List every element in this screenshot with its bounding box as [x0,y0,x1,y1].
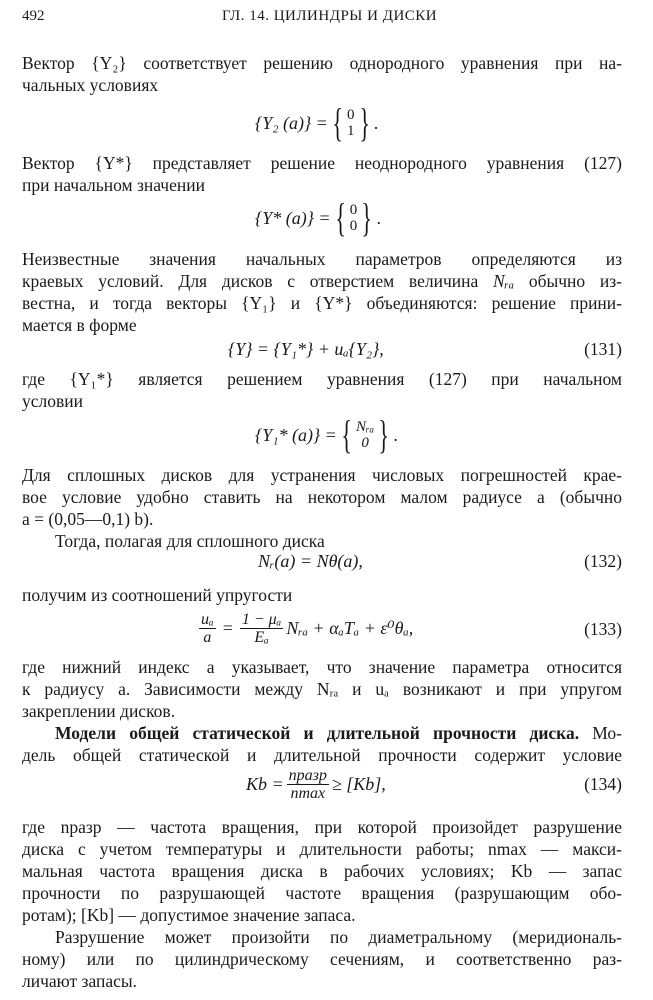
equation-lhs: {Y₂ (a)} = [255,113,328,133]
equation-134 [246,762,386,806]
equation-131: {Y} = {Y₁*} + uₐ{Y₂}, [228,339,384,359]
text-span: Мо- [579,723,622,743]
column-vector: { 0 1 } [332,100,370,145]
text-line: закреплении дисков. [22,701,176,721]
equals-sign: = [222,618,233,638]
running-title: ГЛ. 14. ЦИЛИНДРЫ И ДИСКИ [222,8,438,24]
equation-y1star: {Y₁* (a)} = { Nᵣₐ 0 } . [255,412,398,457]
text-line: вестна, и тогда векторы {Y₁} и {Y*} объединяются: решение прини- [22,293,622,313]
text-span: где {Y [22,369,91,389]
text-line: мается в форме [22,315,137,335]
text-line: чальных условиях [22,75,159,95]
fraction-denominator: nmax [290,784,326,802]
fraction-numerator: nразр [288,766,327,784]
equation-number: (134) [584,774,622,794]
text-line: ротам); [Kb] — допустимое значение запаса. [22,905,356,925]
text-span: краевых условий. Для дисков с отверстием величина [22,271,493,291]
text-line: прочности по разрушающей частоте вращения (разрушающим обо- [22,883,622,903]
text-line: мальная частота вращения диска в рабочих условиях; Kb — запас [22,861,622,881]
text-line: условии [22,391,83,411]
page-number: 492 [22,8,45,24]
vector-entry: Nᵣₐ [356,419,375,435]
text-line: Для сплошных дисков для устранения числовых погрешностей крае- [22,465,622,485]
math-symbol: Nᵣₐ [492,271,515,291]
text-line: где nразр — частота вращения, при которой произойдет разрушение [22,817,622,837]
equation-rest: ≥ [Kb], [331,774,386,794]
section-heading: Модели общей статической и длительной прочности диска. [55,723,580,743]
text-line: Вектор {Y*} представляет решение неоднородного уравнения (127) [22,153,622,173]
equation-lhs: {Y₁* (a)} = [255,425,337,445]
fraction-numerator: 1 − μₐ [241,610,282,628]
text-line: ному) или по цилиндрическому сечениям, и соответственно раз- [22,949,622,969]
vector-entry: 0 [349,218,358,234]
equation-rest: Nᵣₐ + αₐTₐ + ε⁰θₐ, [286,618,414,638]
text-line: Разрушение может произойти по диаметральному (меридиональ- [55,927,622,947]
text-line: диска с учетом температуры и длительности работы; nmax — макси- [22,839,622,859]
fraction [240,611,284,646]
equation-number: (131) [584,339,622,359]
vector-entry: 0 [347,107,355,123]
equation-lhs: {Y* (a)} = [255,208,331,228]
text-span: } является решением уравнения (127) при начальном [105,369,623,389]
text-span: обычно из- [514,271,622,291]
page-header [22,8,623,30]
text-line [22,270,622,292]
column-vector: { 0 0 } [334,195,373,240]
text-line: дель общей статической и длительной прочности содержит условие [22,745,622,765]
fraction [287,767,329,802]
text-line [55,722,622,744]
vector-entry: 0 [361,435,369,451]
fraction-denominator: Eₐ [254,628,269,646]
equation-lhs: Kb = [246,774,284,794]
text-line: a = (0,05—0,1) b). [22,509,154,529]
vector-entry: 0 [349,202,358,218]
text-line: получим из соотношений упругости [22,585,293,605]
text-line [22,368,622,390]
equation-number: (133) [584,619,622,639]
fraction-numerator: uₐ [201,610,214,628]
equation-132: Nᵣ(a) = Nθ(a), [258,551,363,571]
text-line: к радиусу a. Зависимости между Nᵣₐ и uₐ возникают и при упругом [22,679,622,699]
vector-entry: 1 [347,123,355,139]
column-vector: { Nᵣₐ 0 } [341,412,389,457]
equation-ystar: {Y* (a)} = { 0 0 } . [255,195,381,240]
text-line: личают запасы. [22,971,138,991]
text-line: Неизвестные значения начальных параметров определяются из [22,249,622,269]
fraction [199,611,216,646]
text-line: при начальном значении [22,175,205,195]
math-symbol: ₁* [90,369,106,389]
text-line: Тогда, полагая для сплошного диска [55,531,325,551]
equation-133 [196,606,413,650]
equation-number: (132) [584,551,622,571]
equation-y2: {Y₂ (a)} = { 0 1 } . [255,100,379,145]
fraction-denominator: a [203,628,212,646]
text-line: Вектор {Y₂} соответствует решению однородного уравнения при на- [22,53,622,73]
text-line: вое условие удобно ставить на некотором малом радиусе a (обычно [22,487,622,507]
text-line: где нижний индекс a указывает, что значение параметра относится [22,657,622,677]
